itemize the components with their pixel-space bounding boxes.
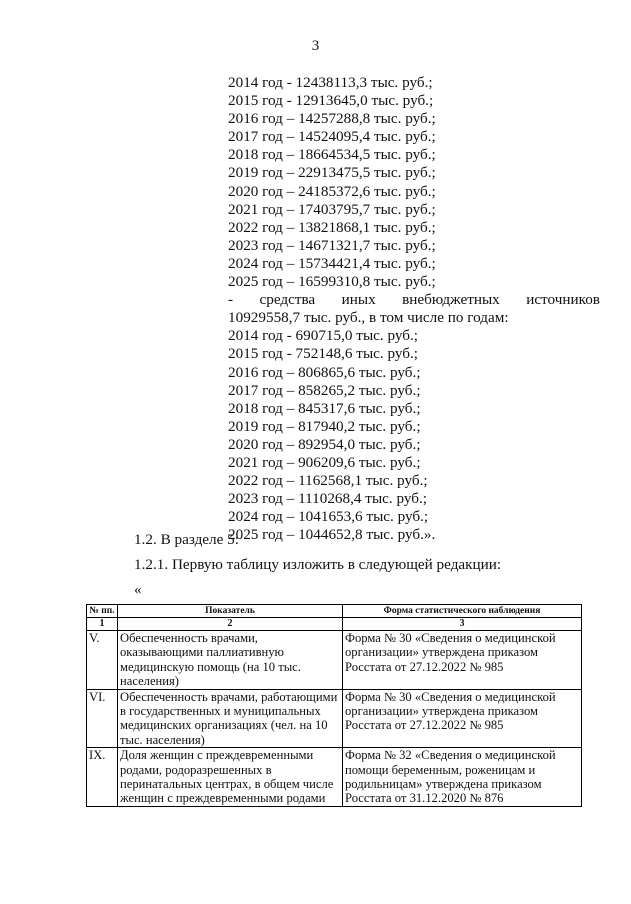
year-line: 2025 год – 1044652,8 тыс. руб.».: [228, 526, 436, 544]
table-row: [87, 631, 582, 690]
sources-word: -: [228, 291, 234, 309]
year-line: 2024 год – 1041653,6 тыс. руб.;: [228, 508, 429, 526]
year-line: 2020 год – 24185372,6 тыс. руб.;: [228, 182, 436, 200]
row-form: Форма № 30 «Сведения о медицинской организации» утверждена приказом Росстата от 27.12.2022 № 985: [343, 689, 582, 748]
year-line: 2021 год – 906209,6 тыс. руб.;: [228, 453, 421, 471]
row-indicator: Обеспеченность врачами, работающими в государственных и муниципальных медицинских организациях (чел. на 10 тыс. населения): [118, 689, 343, 748]
row-number: IX.: [87, 748, 118, 807]
sources-line: [228, 291, 600, 309]
row-number: V.: [87, 631, 118, 690]
year-line: 2023 год – 14671321,7 тыс. руб.;: [228, 236, 436, 254]
header-number: № пп.: [87, 605, 118, 618]
year-line: 2017 год – 858265,2 тыс. руб.;: [228, 381, 421, 399]
open-quote: «: [134, 582, 142, 598]
year-line: 2019 год – 817940,2 тыс. руб.;: [228, 417, 421, 435]
year-line: 2014 год - 690715,0 тыс. руб.;: [228, 327, 419, 345]
year-line: 2014 год - 12438113,3 тыс. руб.;: [228, 74, 433, 91]
year-line: 2021 год – 17403795,7 тыс. руб.;: [228, 200, 436, 218]
row-number: VI.: [87, 689, 118, 748]
year-line: 2019 год – 22913475,5 тыс. руб.;: [228, 164, 436, 182]
funding-lines: [228, 74, 600, 544]
subsection-heading: 1.2.1. Первую таблицу изложить в следующей редакции:: [134, 556, 502, 573]
year-line: 2024 год – 15734421,4 тыс. руб.;: [228, 254, 436, 272]
sources-word: иных: [341, 291, 376, 309]
year-line: 2017 год – 14524095,4 тыс. руб.;: [228, 128, 436, 146]
row-form: Форма № 32 «Сведения о медицинской помощи беременным, роженицам и родильницам» утверждена приказом Росстата от 31.12.2020 № 876: [343, 748, 582, 807]
year-line: 2018 год – 845317,6 тыс. руб.;: [228, 399, 421, 417]
column-number: 3: [343, 618, 582, 631]
statistics-table: [86, 604, 582, 807]
year-line: 2022 год – 1162568,1 тыс. руб.;: [228, 472, 428, 490]
section-heading: 1.2. В разделе 5:: [134, 531, 239, 548]
header-form: Форма статистического наблюдения: [343, 605, 582, 618]
year-line: 2020 год – 892954,0 тыс. руб.;: [228, 435, 421, 453]
table-header-row: [87, 605, 582, 618]
sources-word: внебюджетных: [402, 291, 500, 309]
table-row: [87, 748, 582, 807]
year-line: 2018 год – 18664534,5 тыс. руб.;: [228, 146, 436, 164]
table-row: [87, 689, 582, 748]
column-number: 1: [87, 618, 118, 631]
year-line: 2015 год - 752148,6 тыс. руб.;: [228, 345, 419, 363]
column-numbers-row: [87, 618, 582, 631]
year-line: 2015 год - 12913645,0 тыс. руб.;: [228, 92, 434, 110]
sources-word: источников: [526, 291, 600, 309]
row-form: Форма № 30 «Сведения о медицинской организации» утверждена приказом Росстата от 27.12.2022 № 985: [343, 631, 582, 690]
year-line: 2022 год – 13821868,1 тыс. руб.;: [228, 218, 436, 236]
year-line: 2016 год – 14257288,8 тыс. руб.;: [228, 110, 436, 128]
row-indicator: Доля женщин с преждевременными родами, родоразрешенных в перинатальных центрах, в общем числе женщин с преждевременными родами: [118, 748, 343, 807]
page-number: 3: [311, 38, 320, 54]
year-line: 2016 год – 806865,6 тыс. руб.;: [228, 363, 421, 381]
column-number: 2: [118, 618, 343, 631]
sources-word: средства: [259, 291, 316, 309]
year-line: 2025 год – 16599310,8 тыс. руб.;: [228, 273, 436, 291]
header-indicator: Показатель: [118, 605, 343, 618]
row-indicator: Обеспеченность врачами, оказывающими паллиативную медицинскую помощь (на 10 тыс. населения): [118, 631, 343, 690]
sources-total: 10929558,7 тыс. руб., в том числе по годам:: [228, 309, 509, 327]
year-line: 2023 год – 1110268,4 тыс. руб.;: [228, 490, 428, 508]
